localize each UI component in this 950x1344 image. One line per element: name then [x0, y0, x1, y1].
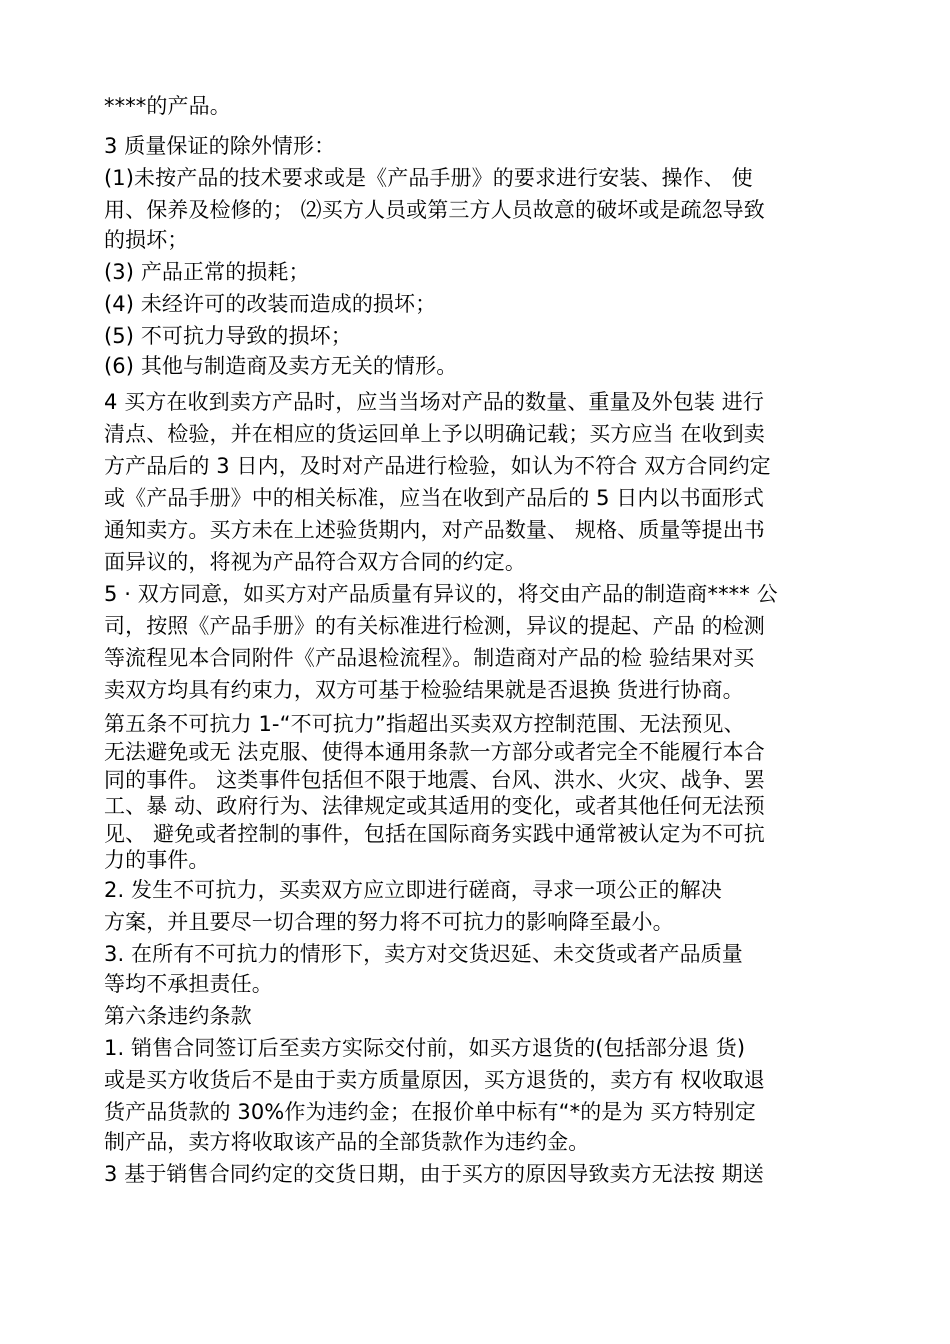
text-line: 见、 避免或者控制的事件，包括在国际商务实践中通常被认定为不可抗 — [104, 822, 765, 846]
text-line: 卖双方均具有约束力，双方可基于检验结果就是否退换 货进行协商。 — [104, 678, 744, 702]
text-line: 面异议的，将视为产品符合双方合同的约定。 — [104, 550, 526, 574]
text-line: 用、保养及检修的； ⑵买方人员或第三方人员故意的破坏或是疏忽导致 — [104, 198, 765, 222]
text-line: 第六条违约条款 — [104, 1004, 252, 1028]
text-line: 或《产品手册》中的相关标准，应当在收到产品后的 5 日内以书面形式 — [104, 486, 765, 510]
text-line: 2. 发生不可抗力，买卖双方应立即进行磋商，寻求一项公正的解决 — [104, 878, 722, 902]
text-line: 3 质量保证的除外情形： — [104, 134, 336, 158]
text-line: ****的产品。 — [104, 94, 231, 118]
text-line: (5) 不可抗力导致的损坏； — [104, 324, 352, 348]
text-line: 清点、检验，并在相应的货运回单上予以明确记载；买方应当 在收到卖 — [104, 422, 765, 446]
text-line: 等流程见本合同附件《产品退检流程》。制造商对产品的检 验结果对买 — [104, 646, 755, 670]
text-line: (1)未按产品的技术要求或是《产品手册》的要求进行安装、操作、 使 — [104, 166, 753, 190]
text-line: 1. 销售合同签订后至卖方实际交付前，如买方退货的(包括部分退 货) — [104, 1036, 746, 1060]
text-line: 或是买方收货后不是由于卖方质量原因，买方退货的，卖方有 权收取退 — [104, 1068, 765, 1092]
text-line: 等均不承担责任。 — [104, 972, 273, 996]
text-line: 5 · 双方同意，如买方对产品质量有异议的，将交由产品的制造商**** 公 — [104, 582, 778, 606]
text-line: (4) 未经许可的改装而造成的损坏； — [104, 292, 437, 316]
text-line: 第五条不可抗力 1-“不可抗力”指超出买卖双方控制范围、无法预见、 — [104, 712, 745, 736]
text-line: (3) 产品正常的损耗； — [104, 260, 310, 284]
text-line: 司，按照《产品手册》的有关标准进行检测，异议的提起、产品 的检测 — [104, 614, 765, 638]
text-line: 力的事件。 — [104, 848, 210, 872]
text-line: 同的事件。 这类事件包括但不限于地震、台风、洪水、火灾、战争、罢 — [104, 768, 765, 792]
text-line: 货产品货款的 30%作为违约金；在报价单中标有“*的是为 买方特别定 — [104, 1100, 756, 1124]
text-line: 方案，并且要尽一切合理的努力将不可抗力的影响降至最小。 — [104, 910, 674, 934]
text-line: 通知卖方。买方未在上述验货期内，对产品数量、 规格、质量等提出书 — [104, 518, 765, 542]
text-line: 3 基于销售合同约定的交货日期，由于买方的原因导致卖方无法按 期送 — [104, 1162, 765, 1186]
text-line: 无法避免或无 法克服、使得本通用条款一方部分或者完全不能履行本合 — [104, 740, 765, 764]
text-line: 的损坏； — [104, 228, 189, 252]
text-line: 制产品，卖方将收取该产品的全部货款作为违约金。 — [104, 1130, 590, 1154]
text-line: 3. 在所有不可抗力的情形下，卖方对交货迟延、未交货或者产品质量 — [104, 942, 743, 966]
text-line: (6) 其他与制造商及卖方无关的情形。 — [104, 354, 458, 378]
text-line: 方产品后的 3 日内，及时对产品进行检验，如认为不符合 双方合同约定 — [104, 454, 771, 478]
text-line: 4 买方在收到卖方产品时，应当当场对产品的数量、重量及外包装 进行 — [104, 390, 765, 414]
text-line: 工、暴 动、政府行为、法律规定或其适用的变化，或者其他任何无法预 — [104, 794, 765, 818]
